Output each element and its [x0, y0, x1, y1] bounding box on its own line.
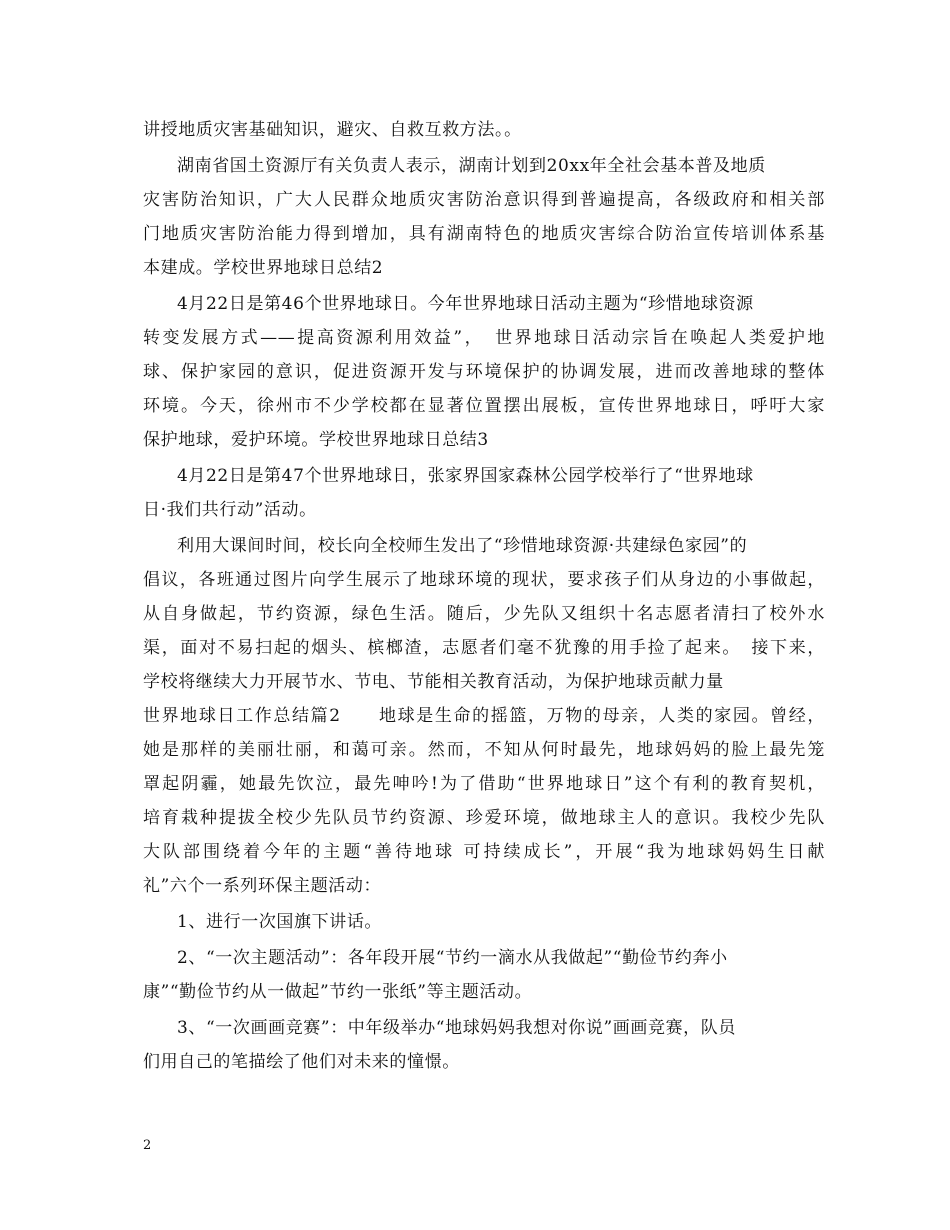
text-line: 湖南省国土资源厅有关负责人表示，湖南计划到20xx年全社会基本普及地质 [177, 156, 766, 176]
text-line: 本建成。学校世界地球日总结2 [143, 258, 384, 278]
page-number: 2 [143, 1138, 152, 1153]
text-line: 灾害防治知识，广大人民群众地质灾害防治意识得到普遍提高，各级政府和相关部 [143, 190, 825, 210]
text-line: 日·我们共行动”活动。 [143, 500, 317, 520]
text-line: 门地质灾害防治能力得到增加，具有湖南特色的地质灾害综合防治宣传培训体系基 [143, 224, 825, 244]
text-line: 礼”六个一系列环保主题活动： [143, 876, 382, 896]
text-line: 们用自己的笔描绘了他们对未来的憧憬。 [143, 1052, 460, 1072]
text-line: 环境。今天，徐州市不少学校都在显著位置摆出展板，宣传世界地球日，呼吁大家 [143, 396, 825, 416]
text-line: 转变发展方式——提高资源利用效益”， 世界地球日活动宗旨在唤起人类爱护地 [143, 328, 825, 348]
text-line: 渠，面对不易扫起的烟头、槟榔渣，志愿者们毫不犹豫的用手捡了起来。 接下来， [143, 638, 825, 658]
text-line: 1、进行一次国旗下讲话。 [177, 912, 383, 932]
text-line: 大队部围绕着今年的主题“善待地球 可持续成长”，开展“我为地球妈妈生日献 [143, 842, 825, 862]
text-line: 2、“一次主题活动”：各年段开展“节约一滴水从我做起”“勤俭节约奔小 [177, 948, 728, 968]
text-line: 3、“一次画画竞赛”：中年级举办“地球妈妈我想对你说”画画竞赛，队员 [177, 1018, 736, 1038]
text-line: 4月22日是第47个世界地球日，张家界国家森林公园学校举行了“世界地球 [177, 466, 754, 486]
text-line: 康”“勤俭节约从一做起”节约一张纸”等主题活动。 [143, 982, 533, 1002]
text-line: 倡议，各班通过图片向学生展示了地球环境的现状，要求孩子们从身边的小事做起， [143, 570, 825, 590]
text-line: 罩起阴霾，她最先饮泣，最先呻吟!为了借助“世界地球日”这个有利的教育契机， [143, 774, 825, 794]
text-line: 培育栽种提拔全校少先队员节约资源、珍爱环境，做地球主人的意识。我校少先队 [143, 808, 825, 828]
text-line: 学校将继续大力开展节水、节电、节能相关教育活动，为保护地球贡献力量 [143, 672, 724, 692]
text-line: 球、保护家园的意识，促进资源开发与环境保护的协调发展，进而改善地球的整体 [143, 362, 825, 382]
text-line: 世界地球日工作总结篇2 地球是生命的摇篮，万物的母亲，人类的家园。曾经， [143, 706, 825, 726]
text-line: 4月22日是第46个世界地球日。今年世界地球日活动主题为“珍惜地球资源 [177, 294, 754, 314]
text-line: 保护地球，爱护环境。学校世界地球日总结3 [143, 430, 489, 450]
text-line: 她是那样的美丽壮丽，和蔼可亲。然而，不知从何时最先，地球妈妈的脸上最先笼 [143, 740, 825, 760]
text-line: 讲授地质灾害基础知识，避灾、自救互救方法。。 [143, 120, 522, 140]
text-line: 从自身做起，节约资源，绿色生活。随后，少先队又组织十名志愿者清扫了校外水 [143, 604, 825, 624]
text-line: 利用大课间时间，校长向全校师生发出了“珍惜地球资源·共建绿色家园”的 [177, 536, 748, 556]
